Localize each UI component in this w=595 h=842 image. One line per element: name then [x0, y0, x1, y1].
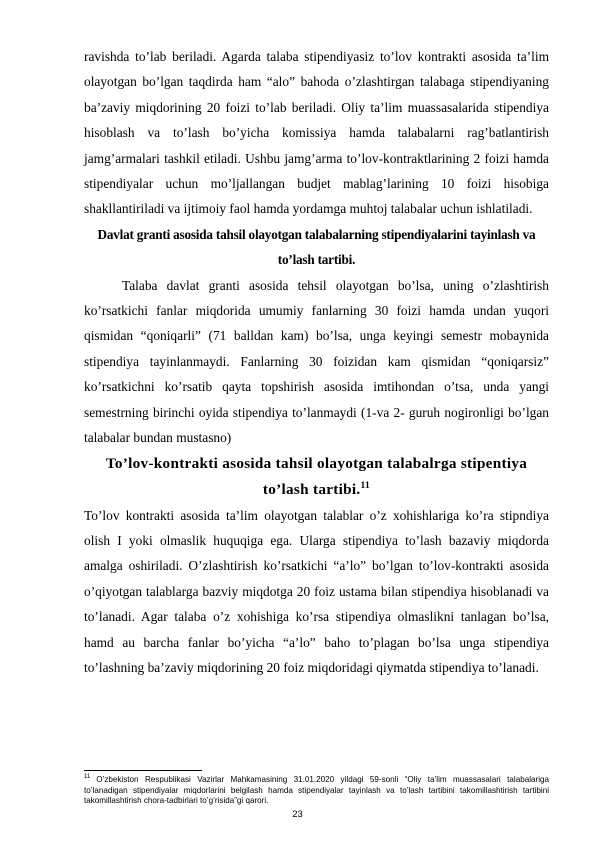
footnote: [84, 775, 549, 807]
page-number: 23: [292, 809, 303, 820]
paragraph-3: To’lov kontrakti asosida ta’lim olayotgan talablar o’z xohishlariga ko’ra stipndiya olish I yoki olmaslik huquqiga ega. Ularga stipendiya to’lash bazaviy miqdorda amalga oshiriladi. O’zlashtirish ko’rsatkichi “a’lo” bo’lgan to’lov-kontrakti asosida o’qiyotgan talablarga bazviy miqdotga 20 foiz ustama bilan stipendiya hisoblanadi va to’lanadi. Agar talaba o’z xohishiga ko’rsa stipendiya olmaslikni tanlagan bo’lsa, hamd au barcha fanlar bo’yicha “a’lo” baho to’plagan bo’lsa unga stipendiya to’lashning ba’zaviy miqdorining 20 foiz miqdoridagi qiymatda stipendiya to’lanadi.: [84, 507, 549, 675]
section-heading-contract-text: To’lov-kontrakti asosida tahsil olayotgan talabalrga stipentiya to’lash tartibi.: [105, 454, 528, 498]
page-body: [84, 44, 549, 680]
paragraph-2: Talaba davlat granti asosida tehsil olayotgan bo’lsa, uning o’zlashtirish ko’rsatkichi fanlar miqdorida umumiy fanlarning 30 foizi hamda undan yuqori qismidan “qoniqarli” (71 balldan kam) bo’lsa, unga keyingi semestr mobaynida stipendiya tayinlanmaydi. Fanlarning 30 foizidan kam qismidan “qoniqarsiz” ko’rsatkichni ko’rsatib qayta topshirish asosida imtihondan o’tsa, unda yangi semestrning birinchi oyida stipendiya to’lanmaydi (1-va 2- guruh nogironligi bo’lgan talabalar bundan mustasno): [84, 277, 549, 446]
footnote-ref-marker[interactable]: 11: [360, 480, 371, 491]
section-heading-grant: Davlat granti asosida tahsil olayotgan talabalarning stipendiyalarini tayinlash va to’lash tartibi.: [97, 226, 536, 268]
footnote-divider: [84, 770, 202, 771]
paragraph-1: ravishda to’lab beriladi. Agarda talaba stipendiyasiz to’lov kontrakti asosida ta’lim olayotgan bo’lgan taqdirda ham “alo” bahoda o’zlashtirgan talabaga stipendiyaning ba’zaviy miqdorining 20 foizi to’lab beriladi. Oliy ta’lim muassasalarida stipendiya hisoblash va to’lash bo’yicha komissiya hamda talabalarni rag’batlantirish jamg’armalari tashkil etiladi. Ushbu jamg’arma to’lov-kontraktlarining 2 foizi hamda stipendiyalar uchun mo’ljallangan budjet mablag’larining 10 foizi hisobiga shakllantiriladi va ijtimoiy faol hamda yordamga muhtoj talabalar uchun ishlatiladi.: [84, 49, 549, 217]
footnote-text: O’zbekiston Respublikasi Vazirlar Mahkamasining 31.01.2020 yildagi 59-sonli “Oliy ta’lim muassasalari talabalariga to’lanadigan stipendiyalar miqdorlarini belgilash hamda stipendiyalar tayinlash va to’lash tartibini takomillashtirish tartibini takomillashtirish chora-tadbirlari to’g’risida”gi qarori.: [84, 775, 549, 806]
footnote-number: 11: [84, 774, 91, 781]
section-heading-contract: [84, 451, 549, 503]
